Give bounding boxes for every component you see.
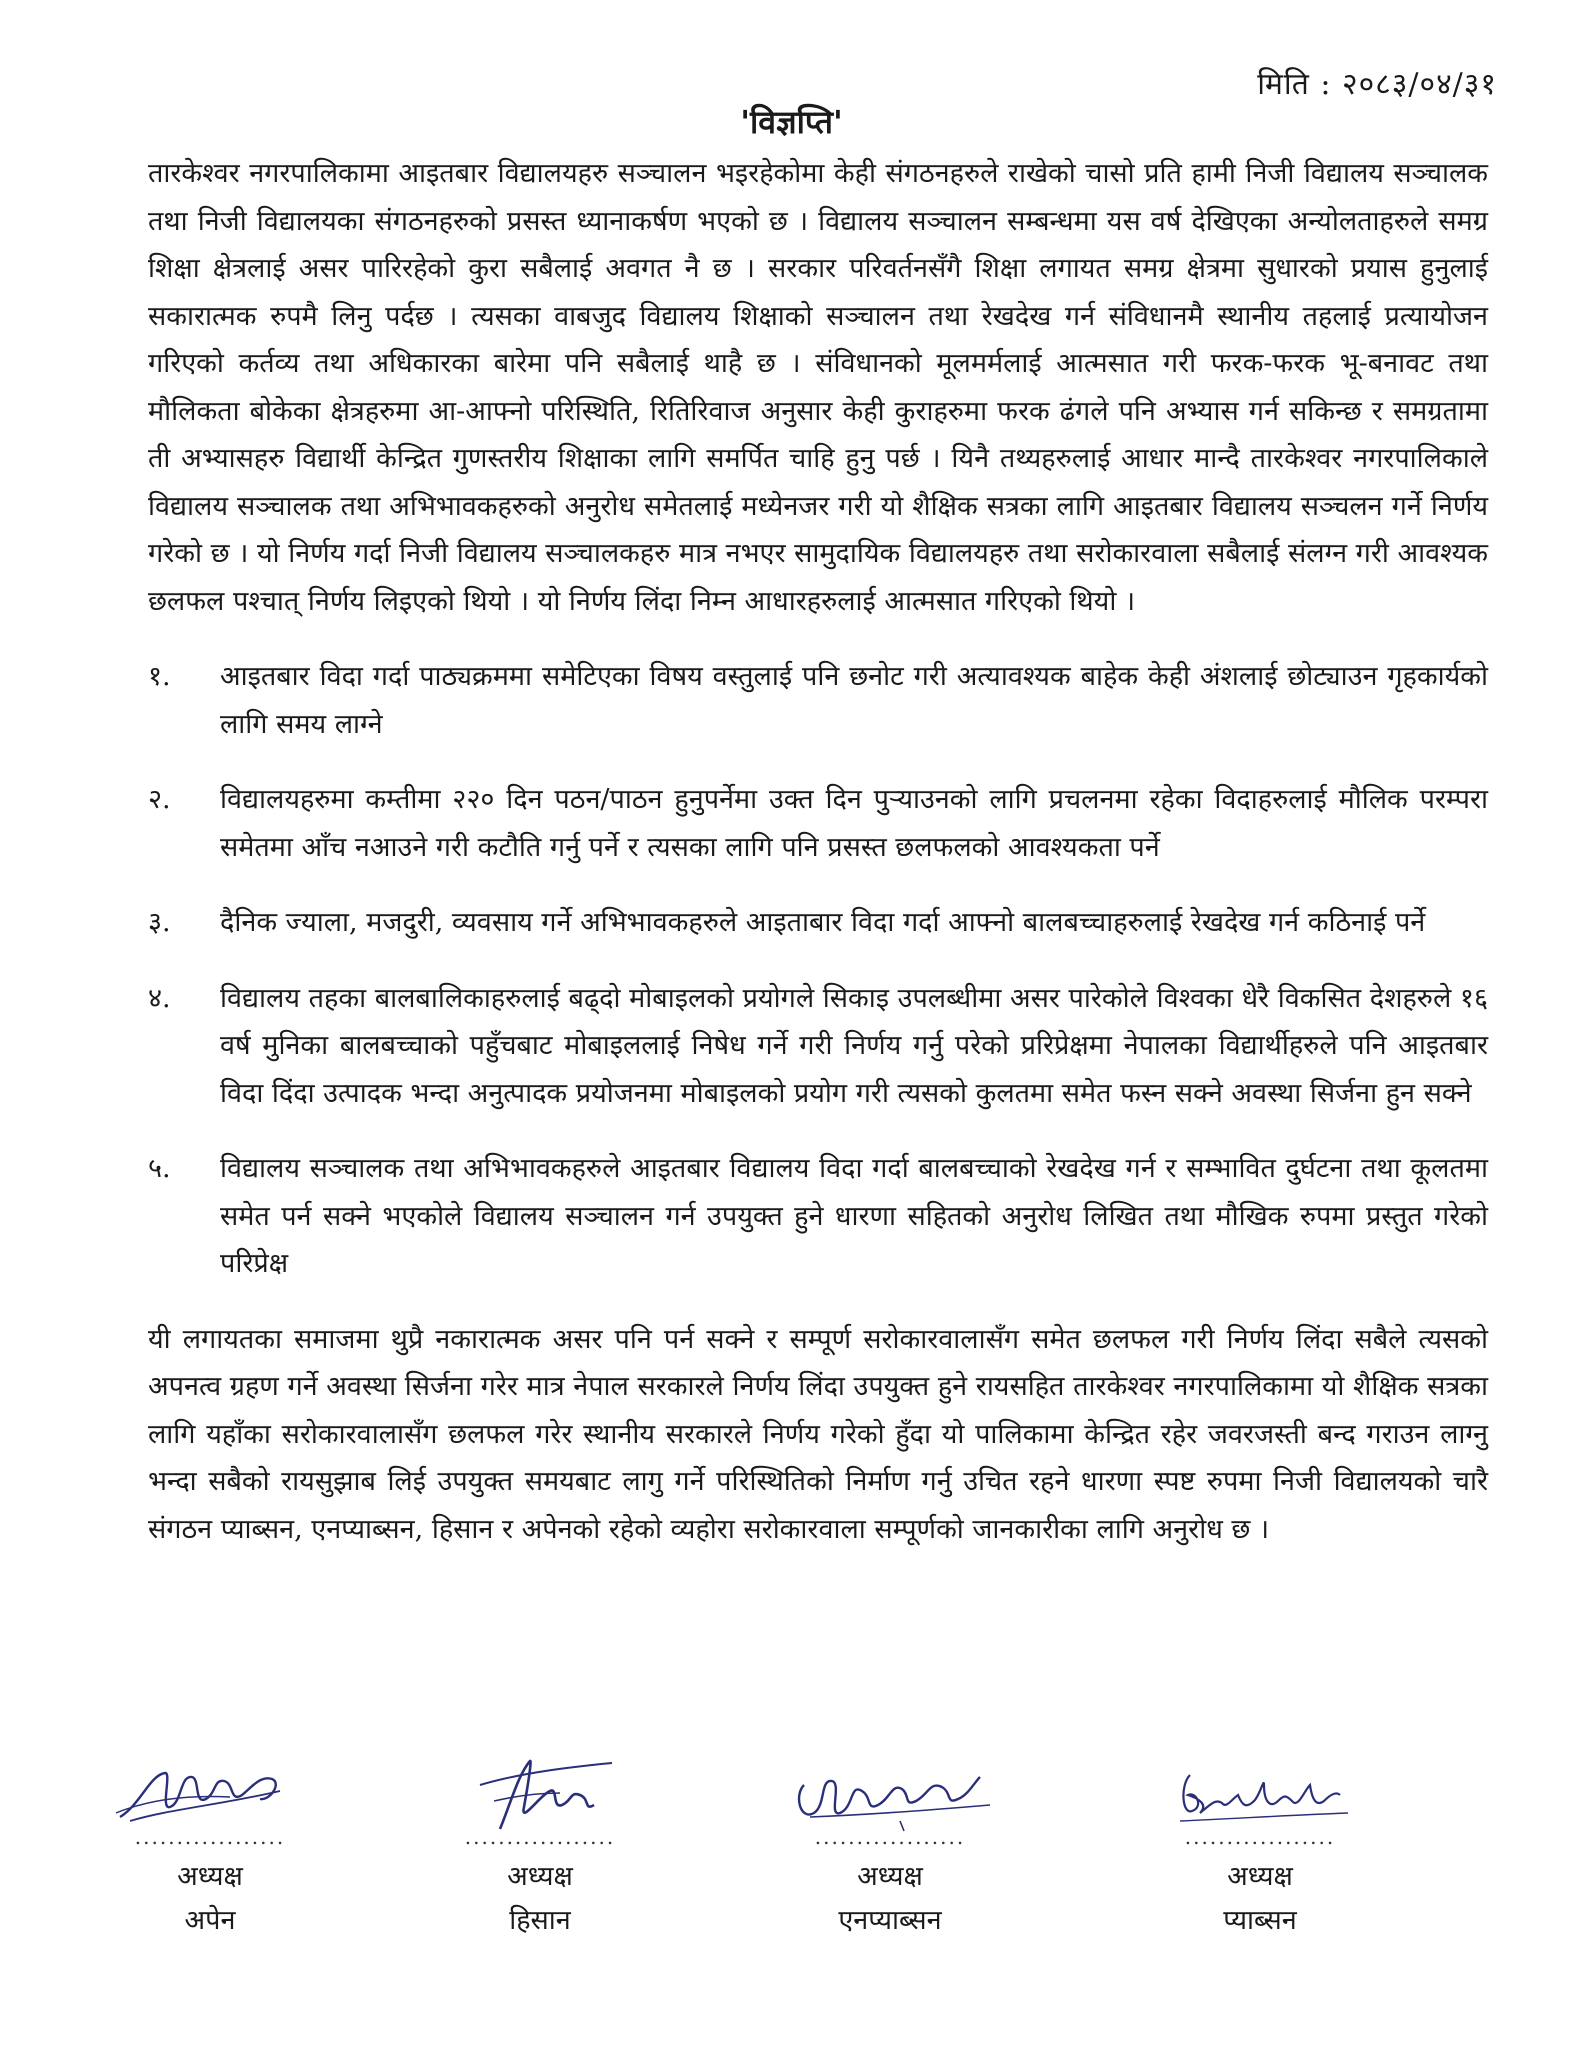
notice-body bbox=[148, 150, 1488, 1553]
point-number: ४. bbox=[148, 982, 171, 1014]
point-text: विद्यालयहरुमा कम्तीमा २२० दिन पठन/पाठन हुनुपर्नेमा उक्त दिन पुऱ्याउनको लागि प्रचलनमा रहेका विदाहरुलाई मौलिक परम्परा समेतमा आँच नआउने गरी कटौति गर्नु पर्ने र त्यसका लागि पनि प्रसस्त छलफलको आवश्यकता पर्ने bbox=[220, 784, 1488, 863]
point-number: २. bbox=[148, 784, 171, 815]
signatory-role: अध्यक्ष bbox=[507, 1861, 573, 1892]
signatory-pabsan bbox=[1140, 1755, 1380, 1943]
signatory-org: प्याब्सन bbox=[1223, 1905, 1297, 1936]
signatory-org: अपेन bbox=[184, 1905, 236, 1936]
list-item bbox=[148, 776, 1488, 871]
list-item bbox=[148, 975, 1488, 1118]
point-text: विद्यालय तहका बालबालिकाहरुलाई बढ्दो मोबाइलको प्रयोगले सिकाइ उपलब्धीमा असर पारेकोले विश्वका धेरै विकसित देशहरुले १६ वर्ष मुनिका बालबच्चाको पहुँचबाट मोबाइललाई निषेध गर्ने गरी निर्णय गर्नु परेको प्ररिप्रेक्षमा नेपालका विद्यार्थीहरुले पनि आइतबार विदा दिंदा उत्पादक भन्दा अनुत्पादक प्रयोजनमा मोबाइलको प्रयोग गरी त्यसको कुलतमा समेत फस्न सक्ने अवस्था सिर्जना हुन सक्ने bbox=[220, 982, 1488, 1109]
signature-icon bbox=[440, 1755, 640, 1835]
signature-icon bbox=[1160, 1755, 1360, 1835]
signatory-role: अध्यक्ष bbox=[857, 1861, 923, 1892]
signatory-role: अध्यक्ष bbox=[177, 1861, 243, 1892]
signature-dots: .................. bbox=[1184, 1825, 1336, 1849]
point-number: ३. bbox=[148, 907, 171, 938]
signature-block bbox=[0, 1755, 1583, 1955]
signature-dots: .................. bbox=[464, 1825, 616, 1849]
signatory-hisan bbox=[420, 1755, 660, 1943]
signature-icon bbox=[780, 1755, 1000, 1835]
point-text: आइतबार विदा गर्दा पाठ्यक्रममा समेटिएका विषय वस्तुलाई पनि छनोट गरी अत्यावश्यक बाहेक केही अंशलाई छोट्याउन गृहकार्यको लागि समय लाग्ने bbox=[220, 661, 1488, 740]
list-item bbox=[148, 899, 1488, 947]
point-number: १. bbox=[148, 661, 171, 692]
notice-title: 'विज्ञप्ति' bbox=[740, 103, 843, 141]
point-number: ५. bbox=[148, 1153, 171, 1184]
signatory-apen bbox=[90, 1755, 330, 1943]
closing-paragraph: यी लगायतका समाजमा थुप्रै नकारात्मक असर पनि पर्न सक्ने र सम्पूर्ण सरोकारवालासँग समेत छलफल गरी निर्णय लिंदा सबैले त्यसको अपनत्व ग्रहण गर्ने अवस्था सिर्जना गरेर मात्र नेपाल सरकारले निर्णय लिंदा उपयुक्त हुने रायसहित तारकेश्वर नगरपालिकामा यो शैक्षिक सत्रका लागि यहाँका सरोकारवालासँग छलफल गरेर स्थानीय सरकारले निर्णय गरेको हुँदा यो पालिकामा केन्द्रित रहेर जवरजस्ती बन्द गराउन लाग्नु भन्दा सबैको रायसुझाब लिई उपयुक्त समयबाट लागु गर्ने परिस्थितिको निर्माण गर्नु उचित रहने धारणा स्पष्ट रुपमा निजी विद्यालयको चारै संगठन प्याब्सन, एनप्याब्सन, हिसान र अपेनको रहेको व्यहोरा सरोकारवाला सम्पूर्णको जानकारीका लागि अनुरोध छ । bbox=[148, 1323, 1488, 1545]
signatory-org: एनप्याब्सन bbox=[838, 1905, 942, 1936]
list-item bbox=[148, 653, 1488, 748]
points-list bbox=[148, 653, 1488, 1288]
signatory-role: अध्यक्ष bbox=[1227, 1861, 1293, 1892]
notice-date: मिति : २०८३/०४/३१ bbox=[1257, 67, 1497, 102]
signatory-npabsan bbox=[770, 1755, 1010, 1943]
list-item bbox=[148, 1145, 1488, 1288]
point-text: दैनिक ज्याला, मजदुरी, व्यवसाय गर्ने अभिभावकहरुले आइताबार विदा गर्दा आफ्नो बालबच्चाहरुलाई रेखदेख गर्न कठिनाई पर्ने bbox=[220, 907, 1426, 938]
signatory-org: हिसान bbox=[509, 1905, 571, 1936]
intro-paragraph: तारकेश्वर नगरपालिकामा आइतबार विद्यालयहरु सञ्चालन भइरहेकोमा केही संगठनहरुले राखेको चासो प्रति हामी निजी विद्यालय सञ्चालक तथा निजी विद्यालयका संगठनहरुको प्रसस्त ध्यानाकर्षण भएको छ । विद्यालय सञ्चालन सम्बन्धमा यस वर्ष देखिएका अन्योलताहरुले समग्र शिक्षा क्षेत्रलाई असर पारिरहेको कुरा सबैलाई अवगत नै छ । सरकार परिवर्तनसँगै शिक्षा लगायत समग्र क्षेत्रमा सुधारको प्रयास हुनुलाई सकारात्मक रुपमै लिनु पर्दछ । त्यसका वाबजुद विद्यालय शिक्षाको सञ्चालन तथा रेखदेख गर्न संविधानमै स्थानीय तहलाई प्रत्यायोजन गरिएको कर्तव्य तथा अधिकारका बारेमा पनि सबैलाई थाहै छ । संविधानको मूलमर्मलाई आत्मसात गरी फरक-फरक भू-बनावट तथा मौलिकता बोकेका क्षेत्रहरुमा आ-आफ्नो परिस्थिति, रितिरिवाज अनुसार केही कुराहरुमा फरक ढंगले पनि अभ्यास गर्न सकिन्छ र समग्रतामा ती अभ्यासहरु विद्यार्थी केन्द्रित गुणस्तरीय शिक्षाका लागि समर्पित चाहि हुनु पर्छ । यिनै तथ्यहरुलाई आधार मान्दै तारकेश्वर नगरपालिकाले विद्यालय सञ्चालक तथा अभिभावकहरुको अनुरोध समेतलाई मध्येनजर गरी यो शैक्षिक सत्रका लागि आइतबार विद्यालय सञ्चलन गर्ने निर्णय गरेको छ । यो निर्णय गर्दा निजी विद्यालय सञ्चालकहरु मात्र नभएर सामुदायिक विद्यालयहरु तथा सरोकारवाला सबैलाई संलग्न गरी आवश्यक छलफल पश्चात् निर्णय लिइएको थियो । यो निर्णय लिंदा निम्न आधारहरुलाई आत्मसात गरिएको थियो । bbox=[148, 158, 1488, 617]
signature-dots: .................. bbox=[814, 1825, 966, 1849]
signature-dots: .................. bbox=[134, 1825, 286, 1849]
point-text: विद्यालय सञ्चालक तथा अभिभावकहरुले आइतबार विद्यालय विदा गर्दा बालबच्चाको रेखदेख गर्न र सम्भावित दुर्घटना तथा कूलतमा समेत पर्न सक्ने भएकोले विद्यालय सञ्चालन गर्न उपयुक्त हुने धारणा सहितको अनुरोध लिखित तथा मौखिक रुपमा प्रस्तुत गरेको परिप्रेक्ष bbox=[220, 1153, 1488, 1279]
signature-icon bbox=[110, 1755, 310, 1835]
